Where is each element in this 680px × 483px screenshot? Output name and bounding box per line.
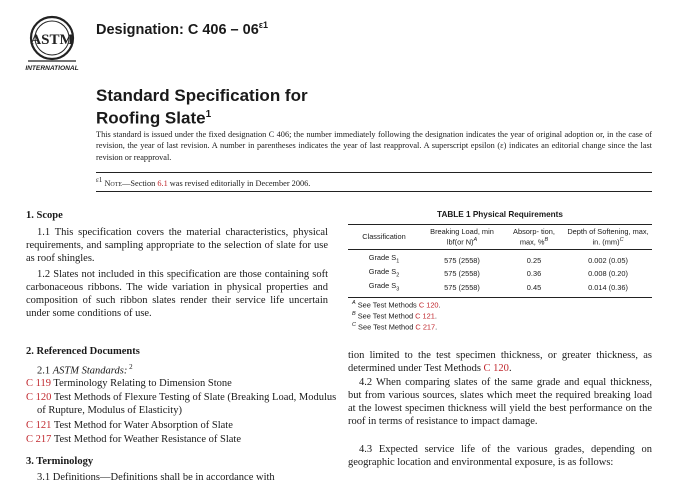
ref-item (26, 419, 339, 432)
page-title (96, 86, 308, 128)
col-breaking-load (420, 225, 504, 250)
fn-link-c121[interactable]: C 121 (415, 311, 435, 321)
table-row (348, 281, 652, 297)
para-4-2: 4.2 When comparing slates of the same grade and equal thickness, but from various sources, slates which meet the required breaking load at the lowest specimen thickness will yield the best performance on the roof in terms of resistance to impact damage. (348, 377, 652, 427)
cell-depth: 0.014 (0.36) (564, 281, 652, 297)
fn-link-c120[interactable]: C 120 (418, 300, 439, 310)
cell-abs: 0.45 (504, 281, 564, 297)
fn-mark-c: C (619, 237, 624, 244)
cell-load: 575 (2558) (420, 281, 504, 297)
footnote-c (352, 321, 441, 332)
continued-end: . (508, 363, 512, 374)
fn-text: See Test Method (355, 322, 416, 332)
ref-link-c119[interactable]: C 119 (26, 378, 51, 389)
table-row (348, 250, 652, 267)
sub-label: ASTM Standards: (52, 365, 128, 377)
fn-mark-a: A (473, 237, 478, 244)
designation (96, 20, 268, 38)
footnote-a (352, 299, 441, 310)
para-4-3: 4.3 Expected service life of the various grades, depending on geographic location and environmental exposure, is as follows: (348, 444, 652, 468)
cell-abs: 0.36 (526, 269, 542, 279)
grade-sub: 3 (396, 286, 400, 293)
col-breaking-load-text: Breaking Load, min lbf(or N) (430, 227, 494, 247)
grade-text: Grade S (368, 253, 397, 263)
editorial-note (96, 177, 310, 188)
table-row (348, 267, 652, 281)
fn-end: . (438, 300, 441, 310)
fn-link-c217[interactable]: C 217 (415, 322, 436, 332)
divider (96, 172, 652, 173)
cell-grade (348, 281, 420, 297)
sub-footnote: 2 (127, 363, 133, 371)
ref-link-c120[interactable]: C 120 (26, 392, 52, 403)
scope-heading: 1. Scope (26, 210, 63, 221)
grade-text: Grade S (368, 281, 397, 291)
col-depth (564, 225, 652, 250)
astm-standards-label (26, 363, 328, 377)
ref-link-c217[interactable]: C 217 (26, 434, 52, 445)
cell-depth: 0.002 (0.05) (588, 255, 628, 265)
col-absorption (504, 225, 564, 250)
logo-letters: ASTM (30, 32, 74, 48)
scope-para-2: 1.2 Slates not included in this specification are those containing soft carbonaceous ribbons. The wide variation in physical properties and composition of such ribbon slates render their service life uncertain under some conditions of use. (26, 269, 328, 319)
fn-text: See Test Methods (355, 300, 419, 310)
scope-para-1: 1.1 This specification covers the material characteristics, physical requirements, and sampling appropriate to the selection of slate for use as roof shingles. (26, 227, 328, 264)
astm-logo-mark (20, 14, 84, 74)
table-header-row (348, 225, 652, 250)
table-footnotes (352, 299, 441, 332)
ref-item (26, 391, 339, 417)
col-classification: Classification (348, 225, 420, 250)
fn-mark: B (352, 310, 356, 317)
cell-grade (348, 250, 420, 267)
col-absorption-text: Absorp- tion, max, % (513, 227, 555, 247)
cell-grade (348, 267, 420, 281)
sub-num: 2.1 (37, 365, 53, 377)
terminology-heading: 3. Terminology (26, 456, 94, 467)
continued-text: tion limited to the test specimen thickness, or greater thickness, as determined under Test Methods (348, 350, 652, 374)
designation-epsilon: ε1 (258, 20, 269, 30)
ref-title: Test Methods of Flexure Testing of Slate (Breaking Load, Modulus of Rupture, Modulus of Elasticity) (37, 392, 337, 416)
editorial-post: was revised editorially in December 2006. (167, 178, 311, 188)
refdocs-heading: 2. Referenced Documents (26, 346, 140, 357)
fn-text: See Test Method (355, 311, 416, 321)
designation-text: Designation: C 406 – 06 (96, 21, 259, 38)
title-line-1: Standard Specification for (96, 86, 308, 105)
terminology-partial: 3.1 Definitions—Definitions shall be in accordance with (37, 472, 275, 483)
fn-mark-b: B (544, 237, 549, 244)
editorial-label: Note (104, 178, 123, 188)
ref-title: Terminology Relating to Dimension Stone (51, 378, 232, 389)
ref-item (26, 377, 339, 390)
fn-mark: C (352, 321, 356, 328)
ref-title: Test Method for Weather Resistance of Slate (51, 434, 241, 445)
section-link[interactable]: 6.1 (157, 178, 168, 188)
astm-logo (20, 14, 84, 74)
col-depth-text: Depth of Softening, max, in. (mm) (567, 227, 649, 247)
editorial-pre: —Section (122, 178, 158, 188)
link-c120[interactable]: C 120 (483, 363, 509, 374)
fn-end: . (434, 311, 437, 321)
editorial-epsilon: ε1 (96, 177, 103, 184)
title-footnote-mark: 1 (205, 109, 212, 120)
title-line-2: Roofing Slate (96, 108, 206, 128)
issuance-notice: This standard is issued under the fixed designation C 406; the number immediately following the designation indicates the year of original adoption or, in the case of revision, the year of last revision. A number in parentheses indicates the year of last reapproval. A superscript epsilon (ε) indicates an editorial change since the last revision or reapproval. (96, 130, 652, 162)
cell-load: 575 (2558) (444, 255, 480, 265)
cell-depth: 0.008 (0.20) (588, 269, 628, 279)
cell-load: 575 (2558) (444, 269, 480, 279)
fn-mark: A (352, 300, 356, 306)
grade-sub: 1 (396, 258, 400, 265)
divider (96, 191, 652, 192)
footnote-b (352, 310, 441, 321)
grade-sub: 2 (396, 272, 400, 279)
cell-abs: 0.25 (526, 255, 542, 265)
section-4-continued (348, 349, 652, 375)
fn-end: . (435, 322, 438, 332)
ref-title: Test Method for Water Absorption of Slate (51, 420, 233, 431)
physical-requirements-table (348, 224, 652, 298)
ref-item (26, 433, 339, 446)
ref-link-c121[interactable]: C 121 (26, 420, 52, 431)
grade-text: Grade S (368, 267, 397, 277)
table-title: TABLE 1 Physical Requirements (437, 210, 563, 219)
logo-caption: INTERNATIONAL (25, 65, 79, 72)
